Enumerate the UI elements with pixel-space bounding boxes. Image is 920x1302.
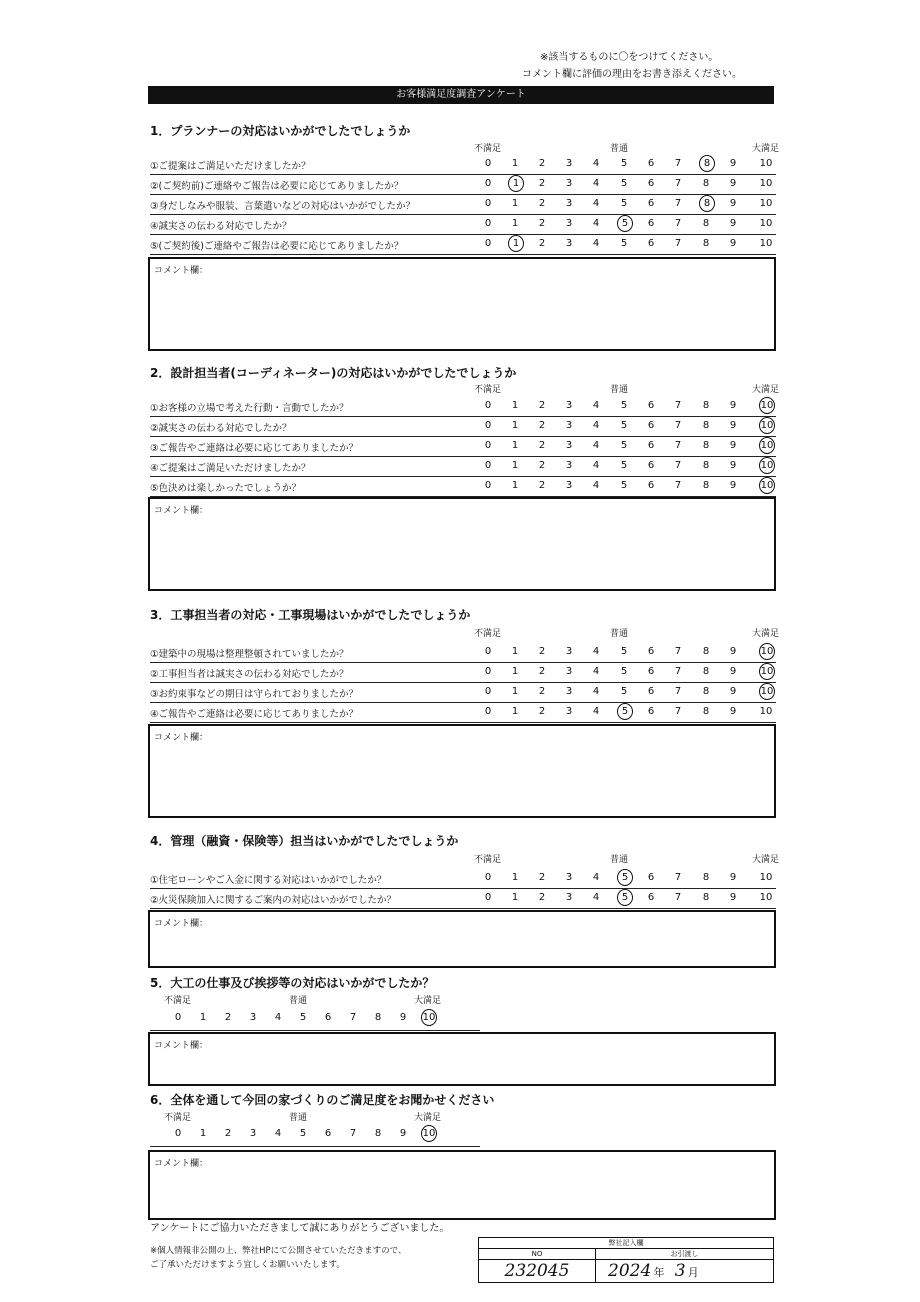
section-title: 3．工事担当者の対応・工事現場はいかがでしたでしょうか: [150, 608, 471, 622]
question-row: [150, 662, 776, 683]
comment-box[interactable]: [148, 1032, 776, 1086]
rating-option[interactable]: 2: [538, 892, 546, 903]
selected-rating[interactable]: 10: [759, 663, 775, 680]
scale-label-mid: 普通: [610, 629, 629, 639]
selected-rating[interactable]: 5: [617, 703, 633, 720]
question-text: ⑤色決めは楽しかったでしょうか？: [150, 483, 302, 494]
section-title: 2．設計担当者(コーディネーター)の対応はいかがでしたでしょうか: [150, 366, 517, 380]
rating-option[interactable]: 4: [592, 892, 600, 903]
question-row: [150, 154, 776, 175]
rating-option[interactable]: 9: [729, 872, 737, 883]
rating-option[interactable]: 1: [511, 440, 519, 451]
question-row: [150, 194, 776, 215]
rating-option[interactable]: 6: [647, 460, 655, 471]
rating-option[interactable]: 8: [702, 460, 710, 471]
rating-option[interactable]: 1: [511, 198, 519, 209]
rating-option[interactable]: 5: [620, 238, 628, 249]
question-row: [150, 682, 776, 703]
selected-rating[interactable]: 10: [421, 1009, 437, 1026]
rating-option[interactable]: 5: [620, 460, 628, 471]
scale-label-mid: 普通: [289, 996, 308, 1006]
question-text: ①お客様の立場で考えた行動・言動でしたか？: [150, 403, 349, 414]
scale-label-low: 不満足: [474, 385, 502, 395]
rating-option[interactable]: 7: [674, 238, 682, 249]
rating-option[interactable]: 6: [647, 892, 655, 903]
rating-option[interactable]: 1: [511, 686, 519, 697]
question-text: ④誠実さの伝わる対応でしたか？: [150, 221, 292, 232]
rating-option[interactable]: 4: [592, 158, 600, 169]
rating-option[interactable]: 1: [511, 158, 519, 169]
rating-option[interactable]: 2: [538, 238, 546, 249]
rating-option[interactable]: 7: [674, 686, 682, 697]
rating-option[interactable]: 2: [538, 686, 546, 697]
rating-option[interactable]: 0: [484, 400, 492, 411]
rating-option[interactable]: 2: [538, 440, 546, 451]
rating-option[interactable]: 0: [174, 1128, 182, 1139]
rating-option[interactable]: 6: [647, 666, 655, 677]
question-row: [150, 174, 776, 195]
selected-rating[interactable]: 5: [617, 869, 633, 886]
rating-option[interactable]: 8: [702, 480, 710, 491]
rating-option[interactable]: 5: [620, 158, 628, 169]
selected-rating[interactable]: 10: [759, 683, 775, 700]
scale-label-high: 大満足: [414, 996, 442, 1006]
scale-label-low: 不満足: [164, 996, 192, 1006]
rating-option[interactable]: 5: [299, 1128, 307, 1139]
question-row: [150, 456, 776, 477]
rating-option[interactable]: 1: [511, 420, 519, 431]
rating-option[interactable]: 4: [592, 460, 600, 471]
scale-label-high: 大満足: [752, 629, 780, 639]
rating-option[interactable]: 6: [647, 440, 655, 451]
rating-option[interactable]: 4: [592, 706, 600, 717]
survey-title: お客様満足度調査アンケート: [148, 86, 774, 104]
question-text: ③お約束事などの期日は守られておりましたか？: [150, 689, 359, 700]
question-text: ①建築中の現場は整理整頓されていましたか？: [150, 649, 349, 660]
rating-option[interactable]: 3: [565, 218, 573, 229]
rating-option[interactable]: 1: [511, 872, 519, 883]
rating-option[interactable]: 7: [349, 1012, 357, 1023]
rating-option[interactable]: 6: [647, 400, 655, 411]
rating-option[interactable]: 4: [592, 198, 600, 209]
rating-option[interactable]: 3: [565, 440, 573, 451]
rating-option[interactable]: 3: [565, 666, 573, 677]
rating-option[interactable]: 9: [729, 420, 737, 431]
rating-option[interactable]: 7: [674, 646, 682, 657]
question-row: [150, 476, 776, 497]
question-row: [150, 416, 776, 437]
question-text: ③ご報告やご連絡は必要に応じてありましたか？: [150, 443, 359, 454]
comment-box[interactable]: [148, 257, 776, 351]
rating-option[interactable]: 7: [674, 178, 682, 189]
rating-option[interactable]: 4: [592, 400, 600, 411]
no-value: 232045: [504, 1261, 570, 1281]
rating-option[interactable]: 4: [592, 646, 600, 657]
scale-label-mid: 普通: [610, 855, 629, 865]
question-text: ④ご提案はご満足いただけましたか？: [150, 463, 311, 474]
selected-rating[interactable]: 10: [759, 417, 775, 434]
selected-rating[interactable]: 8: [699, 155, 715, 172]
rating-option[interactable]: 0: [484, 440, 492, 451]
question-row: [150, 234, 776, 255]
rating-option[interactable]: 10: [759, 158, 773, 169]
rating-option[interactable]: 2: [224, 1128, 232, 1139]
rating-row: [150, 1124, 480, 1147]
rating-option[interactable]: 5: [620, 646, 628, 657]
rating-option[interactable]: 9: [399, 1012, 407, 1023]
question-row: [150, 436, 776, 457]
rating-option[interactable]: 9: [729, 198, 737, 209]
rating-option[interactable]: 2: [538, 460, 546, 471]
selected-rating[interactable]: 1: [508, 175, 524, 192]
rating-option[interactable]: 7: [674, 440, 682, 451]
rating-option[interactable]: 6: [647, 872, 655, 883]
rating-option[interactable]: 7: [674, 420, 682, 431]
thanks-message: アンケートにご協力いただきまして誠にありがとうございました。: [150, 1223, 450, 1234]
rating-option[interactable]: 6: [647, 420, 655, 431]
rating-option[interactable]: 1: [511, 460, 519, 471]
rating-option[interactable]: 2: [538, 400, 546, 411]
rating-option[interactable]: 10: [759, 872, 773, 883]
rating-option[interactable]: 4: [274, 1128, 282, 1139]
rating-option[interactable]: 1: [511, 706, 519, 717]
question-row: [150, 396, 776, 417]
rating-option[interactable]: 1: [511, 218, 519, 229]
rating-option[interactable]: 10: [759, 198, 773, 209]
scale-label-low: 不満足: [474, 629, 502, 639]
rating-option[interactable]: 6: [647, 158, 655, 169]
rating-option[interactable]: 3: [565, 158, 573, 169]
rating-option[interactable]: 4: [592, 440, 600, 451]
rating-option[interactable]: 5: [620, 686, 628, 697]
rating-option[interactable]: 5: [620, 440, 628, 451]
rating-option[interactable]: 6: [647, 686, 655, 697]
rating-option[interactable]: 1: [199, 1128, 207, 1139]
rating-option[interactable]: 3: [565, 686, 573, 697]
rating-option[interactable]: 7: [674, 666, 682, 677]
no-label: NO: [479, 1249, 596, 1260]
rating-option[interactable]: 3: [565, 872, 573, 883]
rating-option[interactable]: 7: [674, 158, 682, 169]
question-text: ②誠実さの伝わる対応でしたか？: [150, 423, 292, 434]
section-title: 4．管理（融資・保険等）担当はいかがでしたでしょうか: [150, 834, 459, 848]
rating-option[interactable]: 3: [565, 400, 573, 411]
rating-option[interactable]: 7: [674, 218, 682, 229]
scale-label-high: 大満足: [752, 855, 780, 865]
privacy-note-line-2: ご了承いただけますよう宜しくお願いいたします。: [150, 1260, 345, 1270]
scale-label-mid: 普通: [610, 385, 629, 395]
rating-option[interactable]: 4: [592, 666, 600, 677]
rating-option[interactable]: 9: [729, 178, 737, 189]
rating-option[interactable]: 2: [538, 666, 546, 677]
rating-option[interactable]: 0: [484, 420, 492, 431]
rating-option[interactable]: 3: [565, 480, 573, 491]
rating-option[interactable]: 8: [702, 440, 710, 451]
question-row: [150, 642, 776, 663]
question-text: ②(ご契約前)ご連絡やご報告は必要に応じてありましたか？: [150, 181, 404, 192]
rating-option[interactable]: 0: [484, 666, 492, 677]
rating-option[interactable]: 5: [620, 420, 628, 431]
rating-option[interactable]: 0: [484, 646, 492, 657]
rating-option[interactable]: 8: [702, 646, 710, 657]
section-title: 6．全体を通して今回の家づくりのご満足度をお聞かせください: [150, 1093, 495, 1107]
comment-label: コメント欄：: [154, 733, 209, 743]
rating-option[interactable]: 8: [702, 666, 710, 677]
rating-option[interactable]: 3: [565, 198, 573, 209]
rating-option[interactable]: 3: [565, 646, 573, 657]
year-value: 2024: [608, 1261, 652, 1281]
rating-option[interactable]: 8: [702, 872, 710, 883]
scale-label-low: 不満足: [474, 144, 502, 154]
rating-option[interactable]: 6: [647, 238, 655, 249]
rating-option[interactable]: 4: [592, 872, 600, 883]
rating-option[interactable]: 2: [538, 218, 546, 229]
instruction-line-2: コメント欄に評価の理由をお書き添えください。: [522, 69, 742, 80]
comment-box[interactable]: [148, 910, 776, 968]
rating-option[interactable]: 4: [592, 178, 600, 189]
delivery-label: お引渡し: [596, 1249, 774, 1260]
rating-option[interactable]: 8: [702, 218, 710, 229]
rating-option[interactable]: 9: [729, 238, 737, 249]
rating-option[interactable]: 10: [759, 892, 773, 903]
rating-option[interactable]: 0: [484, 218, 492, 229]
rating-option[interactable]: 0: [484, 198, 492, 209]
question-text: ①ご提案はご満足いただけましたか？: [150, 161, 311, 172]
rating-option[interactable]: 1: [511, 480, 519, 491]
rating-option[interactable]: 5: [620, 400, 628, 411]
rating-option[interactable]: 3: [565, 892, 573, 903]
scale-label-low: 不満足: [474, 855, 502, 865]
rating-option[interactable]: 7: [674, 706, 682, 717]
rating-option[interactable]: 3: [565, 706, 573, 717]
rating-option[interactable]: 0: [484, 158, 492, 169]
question-text: ②工事担当者は誠実さの伝わる対応でしたか？: [150, 669, 349, 680]
rating-option[interactable]: 10: [759, 178, 773, 189]
rating-option[interactable]: 2: [538, 420, 546, 431]
scale-label-high: 大満足: [752, 144, 780, 154]
rating-option[interactable]: 3: [565, 238, 573, 249]
rating-option[interactable]: 0: [484, 238, 492, 249]
rating-option[interactable]: 2: [538, 480, 546, 491]
rating-option[interactable]: 5: [299, 1012, 307, 1023]
comment-box[interactable]: [148, 497, 776, 591]
rating-option[interactable]: 10: [759, 706, 773, 717]
selected-rating[interactable]: 10: [759, 437, 775, 454]
rating-option[interactable]: 1: [199, 1012, 207, 1023]
rating-row: [150, 1008, 480, 1031]
rating-option[interactable]: 0: [484, 872, 492, 883]
question-text: ③身だしなみや服装、言葉遣いなどの対応はいかがでしたか？: [150, 201, 416, 212]
scale-label-mid: 普通: [610, 144, 629, 154]
selected-rating[interactable]: 10: [759, 457, 775, 474]
section-title: 5．大工の仕事及び挨拶等の対応はいかがでしたか？: [150, 976, 435, 990]
rating-option[interactable]: 9: [729, 158, 737, 169]
rating-option[interactable]: 0: [484, 706, 492, 717]
selected-rating[interactable]: 5: [617, 889, 633, 906]
rating-option[interactable]: 9: [729, 706, 737, 717]
rating-option[interactable]: 9: [729, 460, 737, 471]
rating-option[interactable]: 6: [324, 1012, 332, 1023]
rating-option[interactable]: 5: [620, 666, 628, 677]
question-row: [150, 888, 776, 909]
rating-option[interactable]: 8: [374, 1012, 382, 1023]
scale-label-low: 不満足: [164, 1113, 192, 1123]
scale-label-high: 大満足: [752, 385, 780, 395]
rating-option[interactable]: 4: [592, 420, 600, 431]
rating-option[interactable]: 1: [511, 646, 519, 657]
rating-option[interactable]: 5: [620, 480, 628, 491]
rating-option[interactable]: 0: [484, 460, 492, 471]
rating-option[interactable]: 4: [274, 1012, 282, 1023]
selected-rating[interactable]: 10: [421, 1125, 437, 1142]
scale-label-mid: 普通: [289, 1113, 308, 1123]
rating-option[interactable]: 6: [647, 218, 655, 229]
rating-option[interactable]: 0: [484, 686, 492, 697]
instruction-line-1: ※該当するものに〇をつけてください。: [540, 52, 719, 63]
rating-option[interactable]: 3: [249, 1012, 257, 1023]
comment-box[interactable]: [148, 1150, 776, 1220]
rating-option[interactable]: 6: [647, 480, 655, 491]
rating-option[interactable]: 2: [538, 198, 546, 209]
comment-label: コメント欄：: [154, 1159, 209, 1169]
question-text: ④ご報告やご連絡は必要に応じてありましたか？: [150, 709, 359, 720]
rating-option[interactable]: 6: [647, 178, 655, 189]
rating-option[interactable]: 8: [374, 1128, 382, 1139]
rating-option[interactable]: 9: [729, 892, 737, 903]
comment-label: コメント欄：: [154, 266, 209, 276]
rating-option[interactable]: 2: [538, 646, 546, 657]
rating-option[interactable]: 4: [592, 686, 600, 697]
rating-option[interactable]: 2: [224, 1012, 232, 1023]
comment-box[interactable]: [148, 724, 776, 818]
scale-label-high: 大満足: [414, 1113, 442, 1123]
rating-option[interactable]: 2: [538, 158, 546, 169]
rating-option[interactable]: 0: [174, 1012, 182, 1023]
question-row: [150, 868, 776, 889]
rating-option[interactable]: 9: [729, 400, 737, 411]
rating-option[interactable]: 3: [249, 1128, 257, 1139]
rating-option[interactable]: 9: [399, 1128, 407, 1139]
rating-option[interactable]: 3: [565, 420, 573, 431]
rating-option[interactable]: 4: [592, 238, 600, 249]
comment-label: コメント欄：: [154, 506, 209, 516]
rating-option[interactable]: 4: [592, 218, 600, 229]
office-header: 弊社記入欄: [479, 1238, 774, 1249]
rating-option[interactable]: 9: [729, 218, 737, 229]
comment-label: コメント欄：: [154, 919, 209, 929]
selected-rating[interactable]: 5: [617, 215, 633, 232]
question-text: ①住宅ローンやご入金に関する対応はいかがでしたか？: [150, 875, 387, 886]
rating-option[interactable]: 7: [349, 1128, 357, 1139]
rating-option[interactable]: 2: [538, 178, 546, 189]
rating-option[interactable]: 0: [484, 178, 492, 189]
rating-option[interactable]: 3: [565, 178, 573, 189]
rating-option[interactable]: 8: [702, 892, 710, 903]
rating-option[interactable]: 10: [759, 238, 773, 249]
selected-rating[interactable]: 10: [759, 477, 775, 494]
rating-option[interactable]: 7: [674, 892, 682, 903]
rating-option[interactable]: 7: [674, 480, 682, 491]
year-unit: 年: [653, 1266, 665, 1279]
rating-option[interactable]: 6: [647, 646, 655, 657]
rating-option[interactable]: 0: [484, 480, 492, 491]
rating-option[interactable]: 7: [674, 872, 682, 883]
question-text: ⑤(ご契約後)ご連絡やご報告は必要に応じてありましたか？: [150, 241, 404, 252]
rating-option[interactable]: 6: [647, 198, 655, 209]
rating-option[interactable]: 7: [674, 460, 682, 471]
question-row: [150, 214, 776, 235]
rating-option[interactable]: 9: [729, 666, 737, 677]
month-value: 3: [674, 1261, 686, 1281]
section-title: 1．プランナーの対応はいかがでしたでしょうか: [150, 124, 411, 138]
question-row: [150, 702, 776, 723]
rating-option[interactable]: 9: [729, 686, 737, 697]
privacy-note-line-1: ※個人情報非公開の上、弊社HPにて公開させていただきますので、: [150, 1246, 407, 1256]
rating-option[interactable]: 8: [702, 238, 710, 249]
rating-option[interactable]: 1: [511, 892, 519, 903]
rating-option[interactable]: 8: [702, 178, 710, 189]
rating-option[interactable]: 9: [729, 646, 737, 657]
rating-option[interactable]: 4: [592, 480, 600, 491]
rating-option[interactable]: 3: [565, 460, 573, 471]
selected-rating[interactable]: 8: [699, 195, 715, 212]
rating-option[interactable]: 8: [702, 420, 710, 431]
rating-option[interactable]: 0: [484, 892, 492, 903]
rating-option[interactable]: 5: [620, 198, 628, 209]
rating-option[interactable]: 10: [759, 218, 773, 229]
rating-option[interactable]: 7: [674, 400, 682, 411]
rating-option[interactable]: 1: [511, 400, 519, 411]
selected-rating[interactable]: 1: [508, 235, 524, 252]
office-use-box: [478, 1237, 774, 1283]
rating-option[interactable]: 8: [702, 706, 710, 717]
rating-option[interactable]: 1: [511, 666, 519, 677]
rating-option[interactable]: 7: [674, 198, 682, 209]
rating-option[interactable]: 8: [702, 400, 710, 411]
question-text: ②火災保険加入に関するご案内の対応はいかがでしたか？: [150, 895, 397, 906]
rating-option[interactable]: 9: [729, 480, 737, 491]
rating-option[interactable]: 2: [538, 872, 546, 883]
rating-option[interactable]: 8: [702, 686, 710, 697]
rating-option[interactable]: 2: [538, 706, 546, 717]
comment-label: コメント欄：: [154, 1041, 209, 1051]
selected-rating[interactable]: 10: [759, 397, 775, 414]
selected-rating[interactable]: 10: [759, 643, 775, 660]
rating-option[interactable]: 9: [729, 440, 737, 451]
month-unit: 月: [687, 1266, 699, 1279]
rating-option[interactable]: 6: [647, 706, 655, 717]
rating-option[interactable]: 5: [620, 178, 628, 189]
rating-option[interactable]: 6: [324, 1128, 332, 1139]
